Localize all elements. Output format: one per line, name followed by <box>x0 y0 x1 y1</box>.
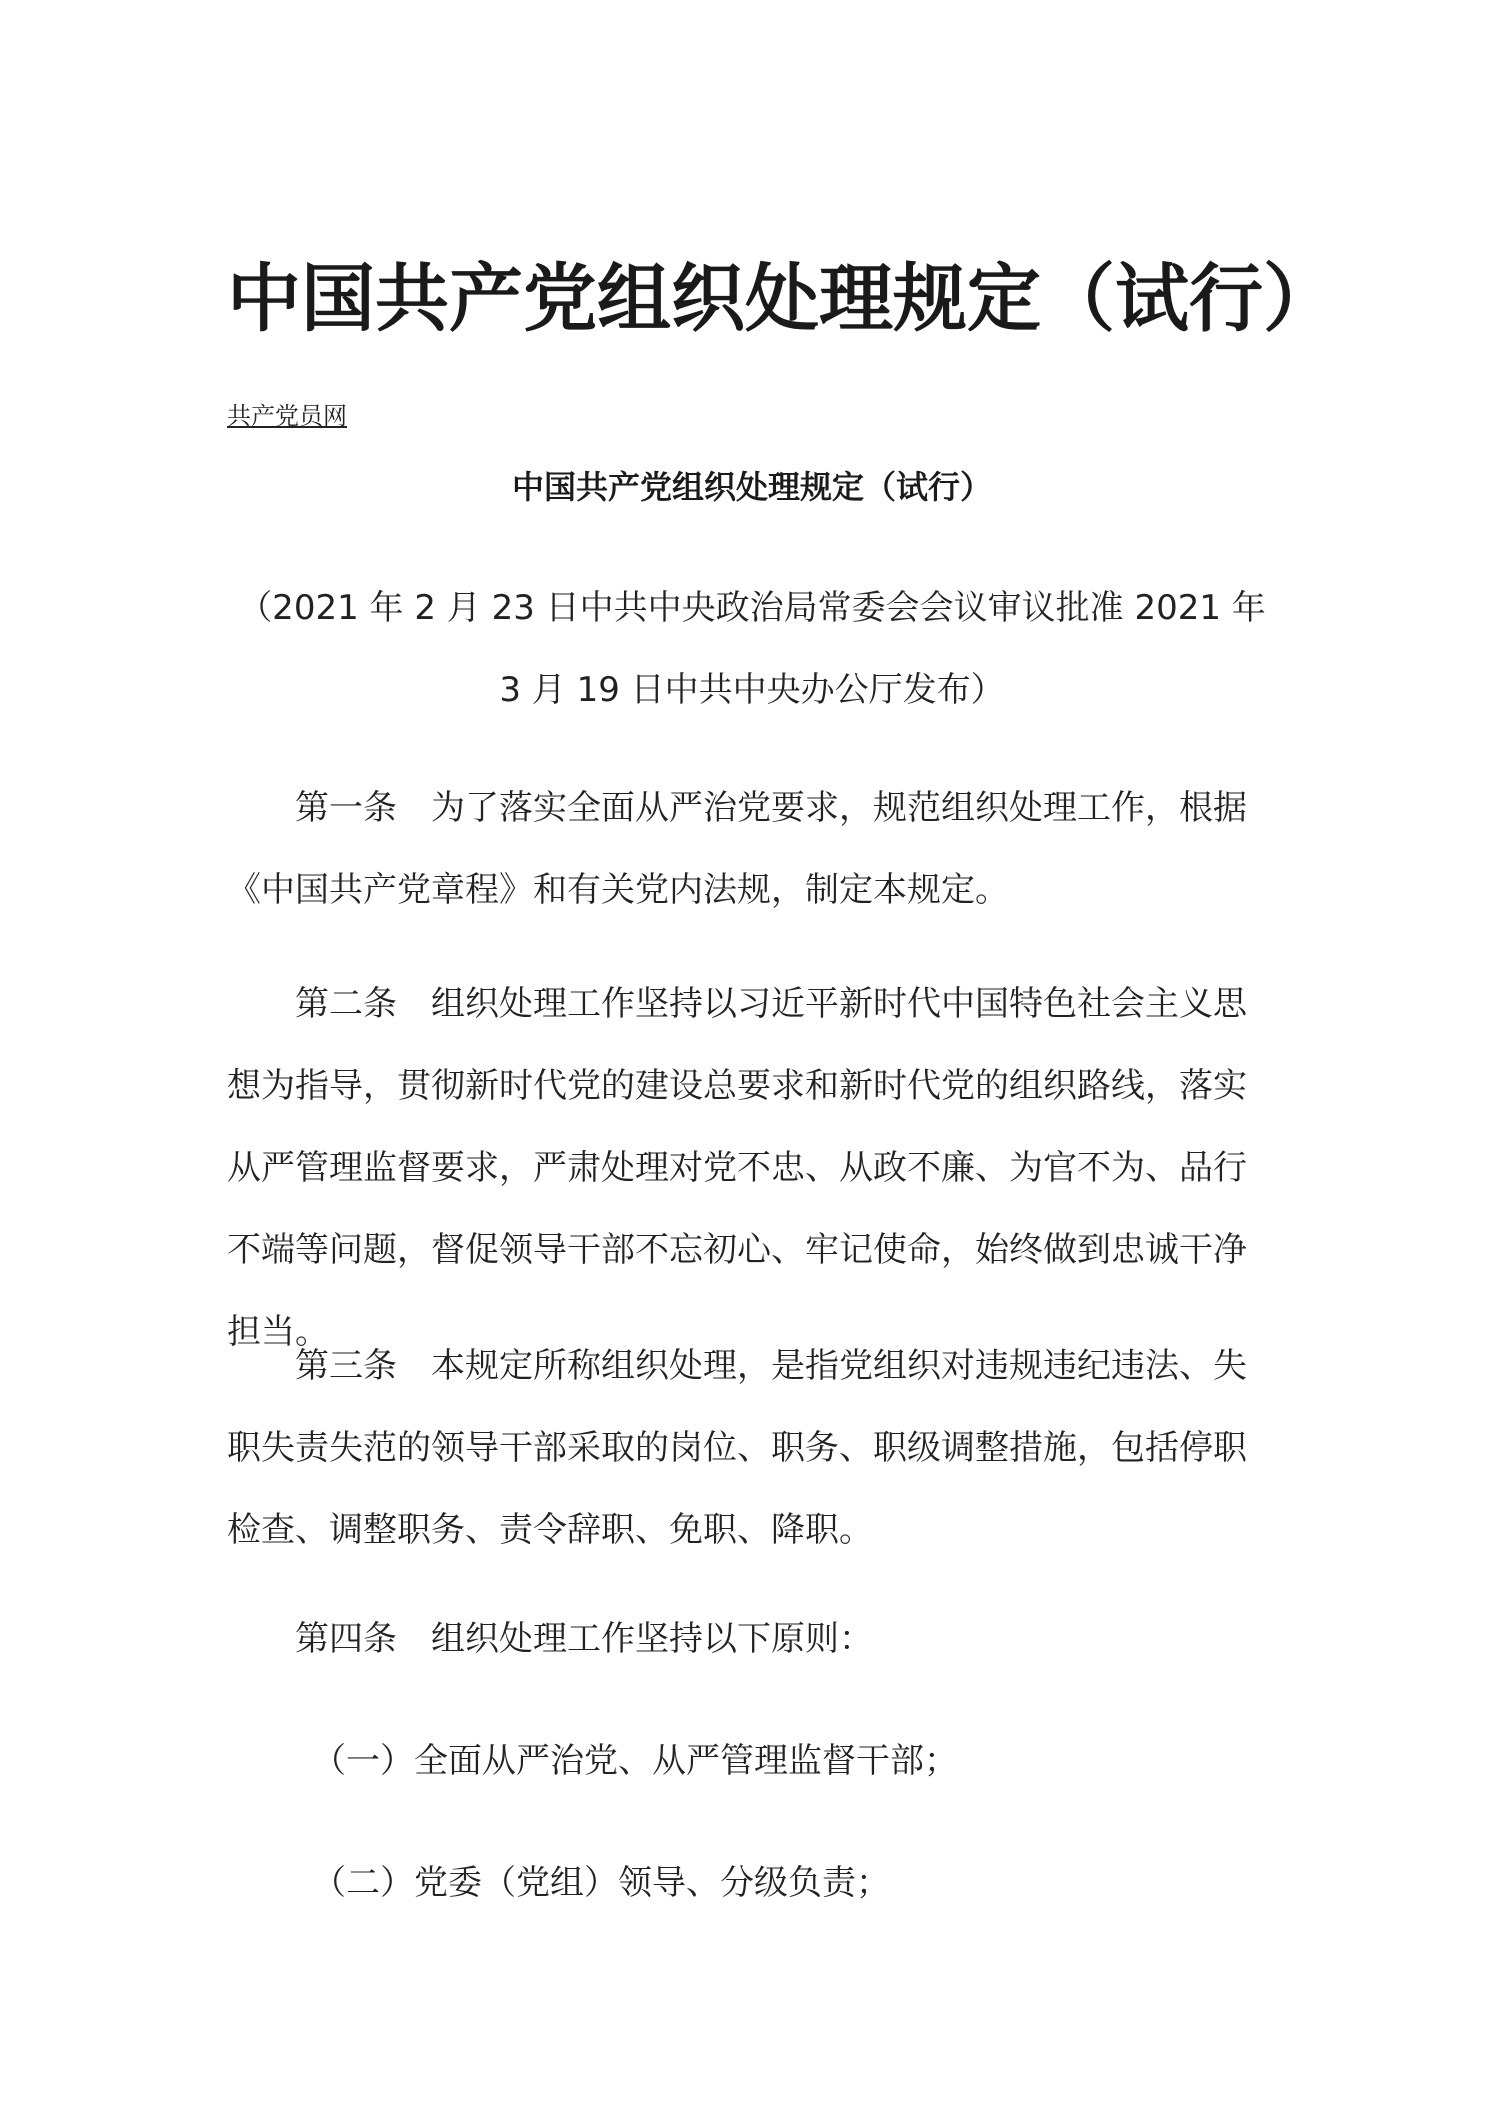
source-link[interactable]: 共产党员网 <box>227 402 347 430</box>
article-3 <box>227 1325 1277 1571</box>
dateline: （2021 年 2 月 23 日中共中央政治局常委会会议审议批准 2021 年 3 月 19 日中共中央办公厅发布） <box>238 588 1266 710</box>
document-title: 中国共产党组织处理规定（试行） <box>227 256 1337 342</box>
article-number: 第四条 <box>295 1619 397 1659</box>
article-2 <box>227 963 1277 1373</box>
article-number: 第三条 <box>295 1346 397 1386</box>
article-text: 本规定所称组织处理，是指党组织对违规违纪违法、失职失责失范的领导干部采取的岗位、职务、职级调整措施，包括停职检查、调整职务、责令辞职、免职、降职。 <box>227 1346 1247 1550</box>
list-item: （二）党委（党组）领导、分级负责； <box>312 1863 890 1903</box>
article-text: 组织处理工作坚持以习近平新时代中国特色社会主义思想为指导，贯彻新时代党的建设总要求和新时代党的组织路线，落实从严管理监督要求，严肃处理对党不忠、从政不廉、为官不为、品行不端等问题，督促领导干部不忘初心、牢记使命，始终做到忠诚干净担当。 <box>227 984 1247 1352</box>
list-item: （一）全面从严治党、从严管理监督干部； <box>312 1741 958 1781</box>
document-subtitle: 中国共产党组织处理规定（试行） <box>511 468 992 506</box>
article-number: 第一条 <box>295 788 397 828</box>
article-text: 为了落实全面从严治党要求，规范组织处理工作，根据《中国共产党章程》和有关党内法规，制定本规定。 <box>227 788 1247 910</box>
article-number: 第二条 <box>295 984 397 1024</box>
article-4 <box>227 1598 1277 1680</box>
article-1 <box>227 767 1277 931</box>
article-text: 组织处理工作坚持以下原则： <box>431 1619 873 1659</box>
